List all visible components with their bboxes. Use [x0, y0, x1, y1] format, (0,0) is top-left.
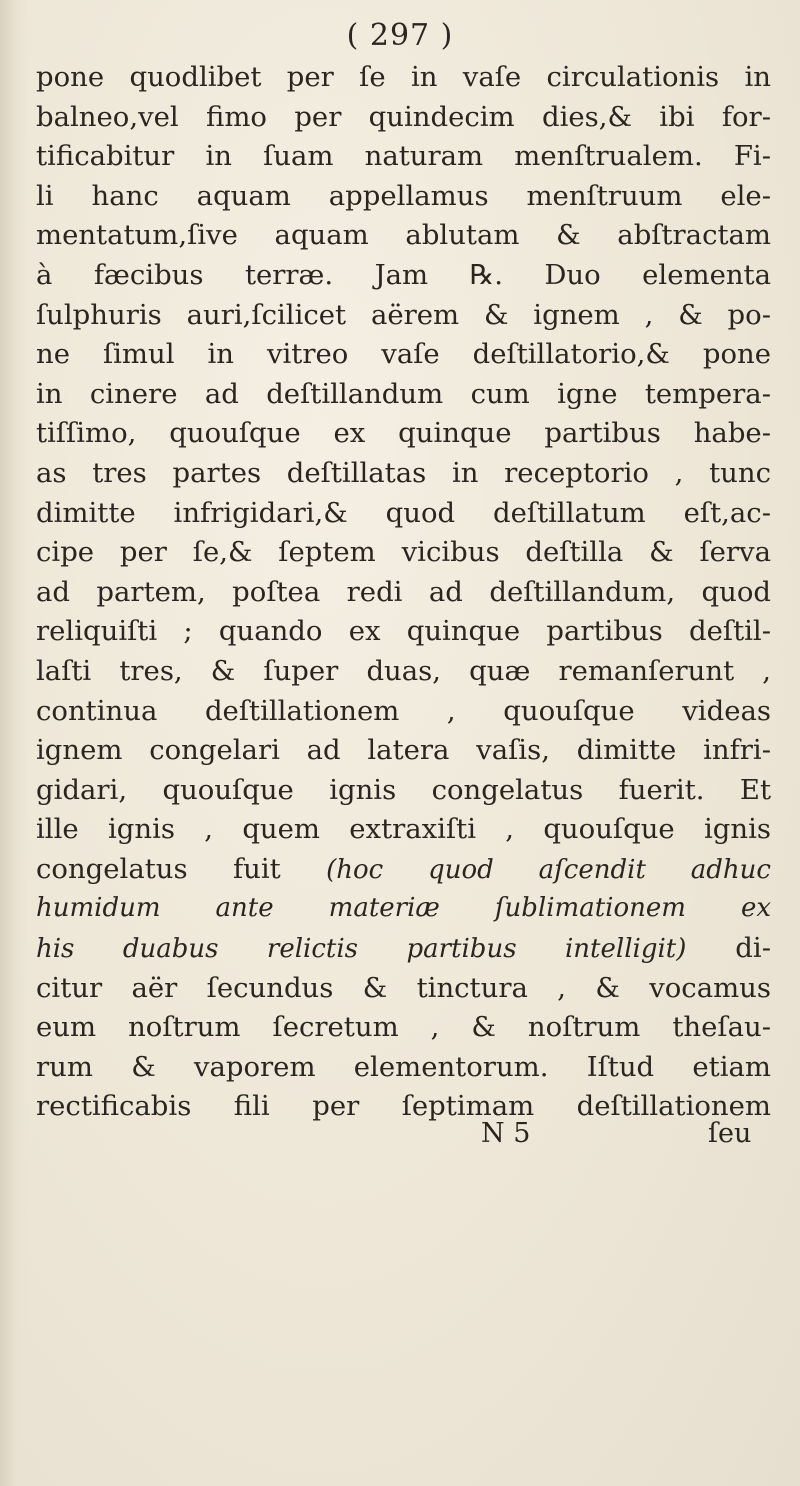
- text-line-4: li hanc aquam appellamus menſtruum ele-: [36, 179, 771, 212]
- text-line-18: ignem congelari ad latera vaſis, dimitte infri-: [36, 734, 771, 767]
- page-number: ( 297 ): [346, 18, 454, 53]
- text-line-27: rectificabis fili per ſeptimam deſtillationem: [36, 1090, 771, 1123]
- text-line-11: as tres partes deſtillatas in receptorio , tunc: [36, 456, 771, 489]
- text-line-23: [36, 929, 771, 969]
- text-line-9: in cinere ad deſtillandum cum igne tempera-: [36, 377, 771, 410]
- text-block: [36, 58, 771, 1149]
- text-line-20: ille ignis , quem extraxiſti , quouſque ignis: [36, 813, 771, 846]
- text-line-8: ne ſimul in vitreo vaſe deſtillatorio,& pone: [36, 338, 771, 371]
- text-line-7: ſulphuris auri,ſcilicet aërem & ignem , & po-: [36, 298, 771, 331]
- text-line-5: mentatum,ſive aquam ablutam & abſtractam: [36, 219, 771, 252]
- text-line-24: citur aër ſecundus & tinctura , & vocamus: [36, 971, 771, 1004]
- text-line-3: tificabitur in ſuam naturam menſtrualem. Fi-: [36, 140, 771, 173]
- text-line-2: balneo,vel fimo per quindecim dies,& ibi for-: [36, 100, 771, 133]
- text-line-12: dimitte infrigidari,& quod deſtillatum eſt,ac-: [36, 496, 771, 529]
- text-line-21-roman: congelatus fuit: [36, 852, 327, 885]
- text-line-19: gidari, quouſque ignis congelatus fuerit. Et: [36, 773, 771, 806]
- text-line-10: tiſſimo, quouſque ex quinque partibus habe-: [36, 417, 771, 450]
- gutter-shadow: [0, 0, 28, 1486]
- text-line-22: humidum ante materiæ ſublimationem ex: [36, 893, 771, 924]
- text-line-26: rum & vaporem elementorum. Iſtud etiam: [36, 1050, 771, 1083]
- text-line-1: pone quodlibet per ſe in vaſe circulationis in: [36, 61, 771, 93]
- text-line-23-italic: his duabus relictis partibus intelligit): [36, 934, 687, 965]
- text-line-13: cipe per ſe,& ſeptem vicibus deſtilla & ſerva: [36, 536, 771, 569]
- page-footer: [36, 1118, 771, 1158]
- text-line-15: reliquiſti ; quando ex quinque partibus deſtil-: [36, 615, 771, 648]
- text-line-17: continua deſtillationem , quouſque videas: [36, 694, 771, 727]
- text-line-25: eum noſtrum ſecretum , & noſtrum theſau-: [36, 1011, 771, 1044]
- text-line-21: [36, 850, 771, 890]
- text-line-16: laſti tres, & ſuper duas, quæ remanſerunt ,: [36, 654, 771, 687]
- text-line-23-roman: di-: [686, 932, 771, 965]
- catchword: ſeu: [708, 1118, 752, 1149]
- text-line-14: ad partem, poſtea redi ad deſtillandum, quod: [36, 575, 771, 608]
- signature-mark: N 5: [481, 1118, 531, 1149]
- text-line-6: à fæcibus terræ. Jam ℞. Duo elementa: [36, 258, 771, 291]
- text-line-21-italic: (hoc quod aſcendit adhuc: [326, 854, 771, 885]
